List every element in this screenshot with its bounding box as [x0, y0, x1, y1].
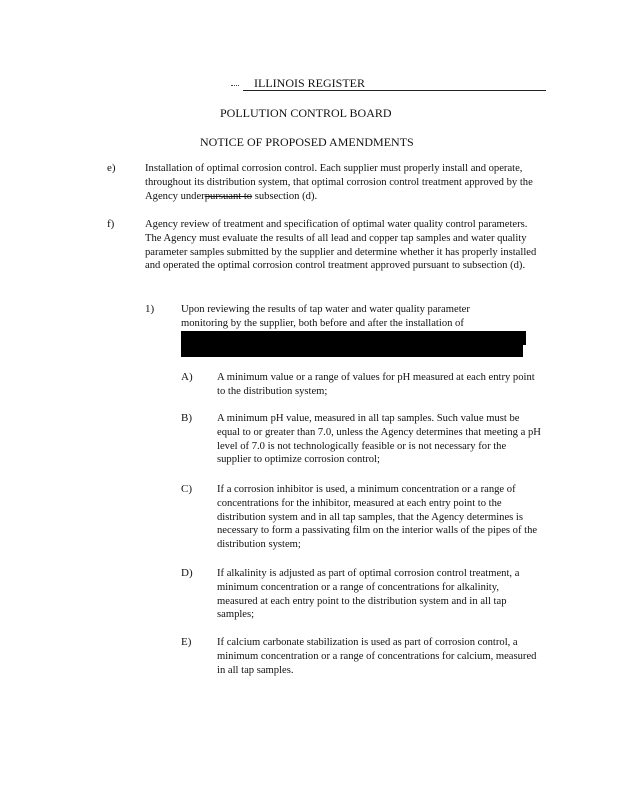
item-1-line-1: Upon reviewing the results of tap water and water quality parameter — [181, 304, 470, 315]
section-f-text: Agency review of treatment and specification of optimal water quality control parameters. The Agency must evaluate the results of all lead and copper tap samples and water quality parameter samples submitted by the supplier and determine whether it has properly installed and operated the optimal corrosion control treatment approved pursuant to subsection (d). — [145, 219, 537, 272]
board-title: POLLUTION CONTROL BOARD — [220, 106, 392, 120]
notice-title: NOTICE OF PROPOSED AMENDMENTS — [200, 135, 414, 149]
sub-item-text: A minimum value or a range of values for pH measured at each entry point to the distribution system; — [217, 372, 535, 397]
register-title: ILLINOIS REGISTER — [254, 76, 365, 90]
header-mark — [231, 85, 239, 88]
sub-item-label: C) — [181, 483, 192, 495]
sub-item-label: D) — [181, 567, 193, 579]
section-e-struck-text: pursuant to — [204, 190, 253, 202]
sub-item-label: B) — [181, 412, 192, 424]
header-rule — [243, 90, 546, 91]
sub-item-text: A minimum pH value, measured in all tap samples. Such value must be equal to or greater than 7.0, unless the Agency determines that meeting a pH level of 7.0 is not technologically feasible or is not necessary for the supplier to optimize corrosion control; — [217, 413, 541, 466]
section-f-label: f) — [107, 218, 115, 230]
sub-item-text: If alkalinity is adjusted as part of optimal corrosion control treatment, a minimum concentration or a range of concentrations for alkalinity, measured at each entry point to the distribution system and in all tap samples; — [217, 568, 520, 621]
sub-item-label: A) — [181, 371, 193, 383]
sub-item-text: If calcium carbonate stabilization is used as part of corrosion control, a minimum concentration or a range of concentrations for calcium, measured in all tap samples. — [217, 637, 537, 676]
section-e-text — [145, 162, 542, 203]
section-e-tail: subsection (d). — [252, 190, 318, 202]
sub-item-label: E) — [181, 636, 192, 648]
item-1-line-2: monitoring by the supplier, both before and after the installation of — [181, 318, 464, 329]
section-e-label: e) — [107, 162, 116, 174]
item-1-label: 1) — [145, 303, 155, 315]
section-e-body: Installation of optimal corrosion control. Each supplier must properly install and operate, throughout its distribution system, that optimal corrosion control treatment approved by the Agency under — [145, 163, 533, 202]
sub-item-text: If a corrosion inhibitor is used, a minimum concentration or a range of concentrations for the inhibitor, measured at each entry point to the distribution system and in all tap samples, that the Agency determines is necessary to form a passivating film on the interior walls of the pipes of the distribution system; — [217, 484, 538, 551]
redaction-bar — [181, 342, 523, 357]
